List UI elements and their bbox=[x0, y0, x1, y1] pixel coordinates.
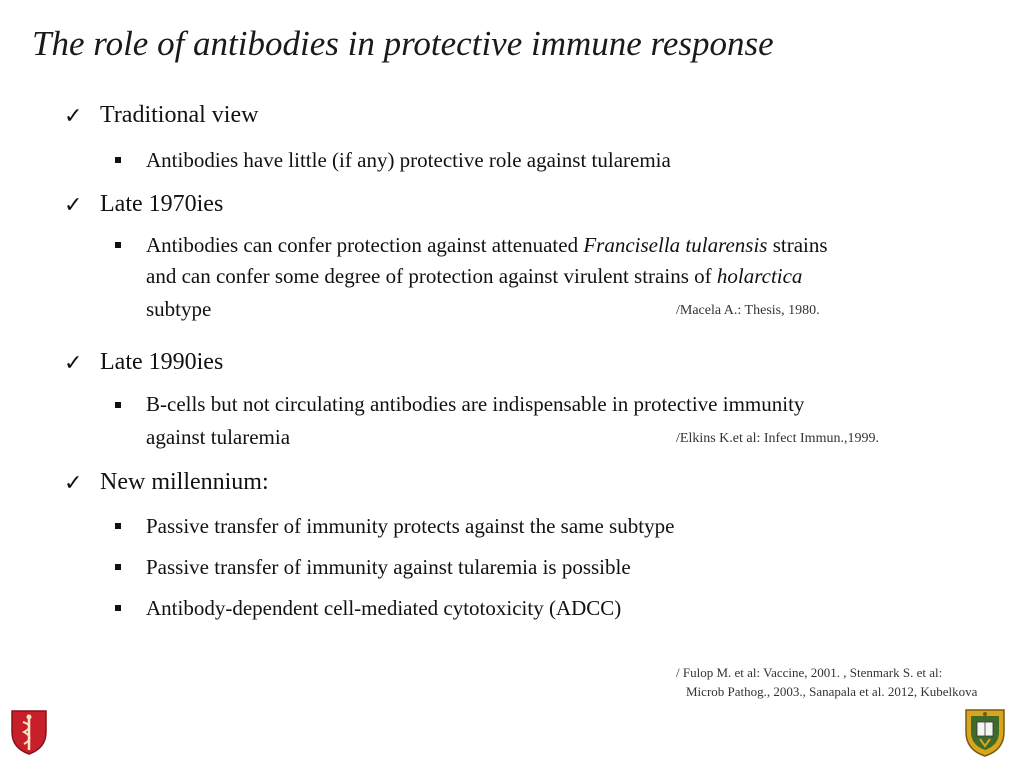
checkmark-icon: ✓ bbox=[64, 471, 83, 496]
text-span: Antibodies can confer protection against attenuated bbox=[146, 233, 584, 257]
medical-shield-logo bbox=[10, 708, 48, 756]
text-span: strains bbox=[767, 233, 828, 257]
square-bullet-icon bbox=[115, 402, 121, 408]
subtype-name: holarctica bbox=[716, 264, 803, 288]
section-heading-new-millennium: New millennium: bbox=[100, 469, 269, 495]
bullet-text-line: B-cells but not circulating antibodies are indispensable in protective immunity bbox=[146, 392, 805, 416]
species-name: Francisella tularensis bbox=[583, 233, 768, 257]
square-bullet-icon bbox=[115, 564, 121, 570]
bullet-text: Antibody-dependent cell-mediated cytotoxicity (ADCC) bbox=[146, 596, 622, 620]
checkmark-icon: ✓ bbox=[64, 104, 83, 129]
citation: /Macela A.: Thesis, 1980. bbox=[676, 303, 820, 318]
section-heading-late-1990ies: Late 1990ies bbox=[100, 349, 224, 375]
bullet-text: Passive transfer of immunity protects against the same subtype bbox=[146, 514, 675, 538]
text-span: and can confer some degree of protection against virulent strains of bbox=[146, 264, 717, 288]
military-crest-logo bbox=[963, 706, 1007, 758]
square-bullet-icon bbox=[115, 157, 121, 163]
footer-reference-line: Microb Pathog., 2003., Sanapala et al. 2012, Kubelkova bbox=[686, 684, 978, 699]
footer-reference-line: / Fulop M. et al: Vaccine, 2001. , Stenmark S. et al: bbox=[676, 665, 943, 680]
bullet-text-line bbox=[146, 261, 802, 292]
square-bullet-icon bbox=[115, 605, 121, 611]
bullet-text-line: against tularemia bbox=[146, 425, 291, 449]
bullet-text-line: subtype bbox=[146, 297, 212, 321]
citation: /Elkins K.et al: Infect Immun.,1999. bbox=[676, 431, 879, 446]
bullet-text: Antibodies have little (if any) protective role against tularemia bbox=[146, 148, 671, 172]
square-bullet-icon bbox=[115, 523, 121, 529]
section-heading-late-1970ies: Late 1970ies bbox=[100, 191, 224, 217]
bullet-text-line bbox=[146, 230, 828, 261]
section-heading-traditional: Traditional view bbox=[100, 102, 259, 128]
checkmark-icon: ✓ bbox=[64, 351, 83, 376]
bullet-text: Passive transfer of immunity against tularemia is possible bbox=[146, 555, 631, 579]
slide-title: The role of antibodies in protective immune response bbox=[32, 24, 774, 63]
square-bullet-icon bbox=[115, 242, 121, 248]
checkmark-icon: ✓ bbox=[64, 193, 83, 218]
